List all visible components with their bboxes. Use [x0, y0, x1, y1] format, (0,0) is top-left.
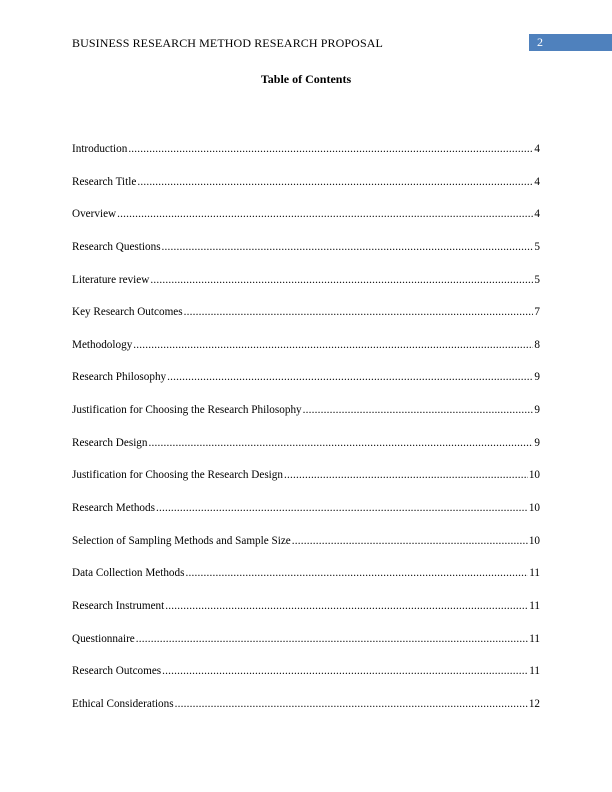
toc-dot-leader	[184, 306, 534, 318]
toc-entry-label: Introduction	[72, 143, 128, 155]
toc-entry[interactable]	[72, 665, 540, 698]
toc-dot-leader	[137, 176, 533, 188]
page-number-bar	[529, 34, 612, 51]
toc-entry[interactable]	[72, 404, 540, 437]
toc-dot-leader	[292, 535, 528, 547]
toc-entry[interactable]	[72, 469, 540, 502]
toc-dot-leader	[136, 633, 528, 645]
toc-entry[interactable]	[72, 371, 540, 404]
toc-dot-leader	[149, 437, 534, 449]
toc-entry[interactable]	[72, 274, 540, 307]
toc-entry-label: Justification for Choosing the Research Philosophy	[72, 404, 302, 417]
toc-entry-label: Research Title	[72, 175, 137, 188]
toc-title: Table of Contents	[260, 72, 352, 86]
toc-entry-page: 12	[528, 697, 540, 710]
table-of-contents	[72, 143, 540, 731]
toc-dot-leader	[185, 567, 528, 579]
toc-entry-page: 5	[534, 240, 540, 253]
toc-entry[interactable]	[72, 633, 540, 666]
toc-dot-leader	[303, 404, 534, 416]
toc-entry[interactable]	[72, 502, 540, 535]
toc-entry[interactable]	[72, 698, 540, 731]
toc-entry[interactable]	[72, 600, 540, 633]
toc-entry[interactable]	[72, 437, 540, 470]
toc-entry[interactable]	[72, 567, 540, 600]
toc-dot-leader	[162, 241, 534, 253]
toc-entry-label: Data Collection Methods	[72, 567, 185, 580]
toc-dot-leader	[165, 600, 528, 612]
toc-entry-label: Research Instrument	[72, 599, 165, 612]
toc-entry-label: Selection of Sampling Methods and Sample Size	[72, 534, 291, 547]
toc-entry-page: 10	[528, 534, 540, 547]
toc-dot-leader	[156, 502, 528, 514]
toc-entry-page: 7	[534, 306, 540, 319]
toc-entry-label: Research Methods	[72, 502, 155, 515]
toc-entry-label: Research Philosophy	[72, 371, 167, 384]
toc-entry[interactable]	[72, 339, 540, 372]
toc-entry-page: 10	[528, 469, 540, 482]
toc-dot-leader	[150, 274, 533, 286]
toc-entry-label: Ethical Considerations	[72, 697, 174, 710]
toc-dot-leader	[117, 208, 533, 220]
toc-entry-label: Literature review	[72, 273, 150, 286]
toc-entry-page: 11	[529, 599, 540, 612]
toc-dot-leader	[133, 339, 533, 351]
toc-dot-leader	[175, 698, 528, 710]
toc-entry-label: Research Design	[72, 436, 148, 449]
toc-entry-label: Justification for Choosing the Research Design	[72, 469, 283, 482]
toc-dot-leader	[167, 371, 533, 383]
running-header: BUSINESS RESEARCH METHOD RESEARCH PROPOSAL	[72, 36, 383, 50]
toc-entry-label: Research Outcomes	[72, 665, 162, 678]
toc-entry-page: 4	[534, 143, 540, 155]
toc-entry[interactable]	[72, 535, 540, 568]
toc-entry-label: Questionnaire	[72, 632, 135, 645]
toc-entry-page: 4	[534, 208, 540, 221]
toc-entry[interactable]	[72, 241, 540, 274]
toc-dot-leader	[284, 469, 528, 481]
toc-entry[interactable]	[72, 176, 540, 209]
toc-entry-label: Overview	[72, 208, 117, 221]
toc-entry-page: 11	[529, 632, 540, 645]
toc-entry-page: 11	[529, 567, 540, 580]
toc-entry-page: 9	[534, 371, 540, 384]
toc-entry-page: 10	[528, 502, 540, 515]
toc-entry[interactable]	[72, 306, 540, 339]
toc-entry-label: Key Research Outcomes	[72, 306, 183, 319]
toc-entry-page: 11	[529, 665, 540, 678]
toc-entry-page: 5	[534, 273, 540, 286]
toc-entry[interactable]	[72, 208, 540, 241]
page-number: 2	[537, 35, 543, 49]
toc-entry-label: Methodology	[72, 338, 133, 351]
toc-entry[interactable]	[72, 143, 540, 176]
toc-entry-page: 9	[534, 404, 540, 417]
toc-entry-page: 4	[534, 175, 540, 188]
toc-entry-label: Research Questions	[72, 240, 161, 253]
toc-entry-page: 9	[534, 436, 540, 449]
toc-dot-leader	[128, 143, 533, 155]
toc-entry-page: 8	[534, 338, 540, 351]
toc-dot-leader	[162, 665, 528, 677]
